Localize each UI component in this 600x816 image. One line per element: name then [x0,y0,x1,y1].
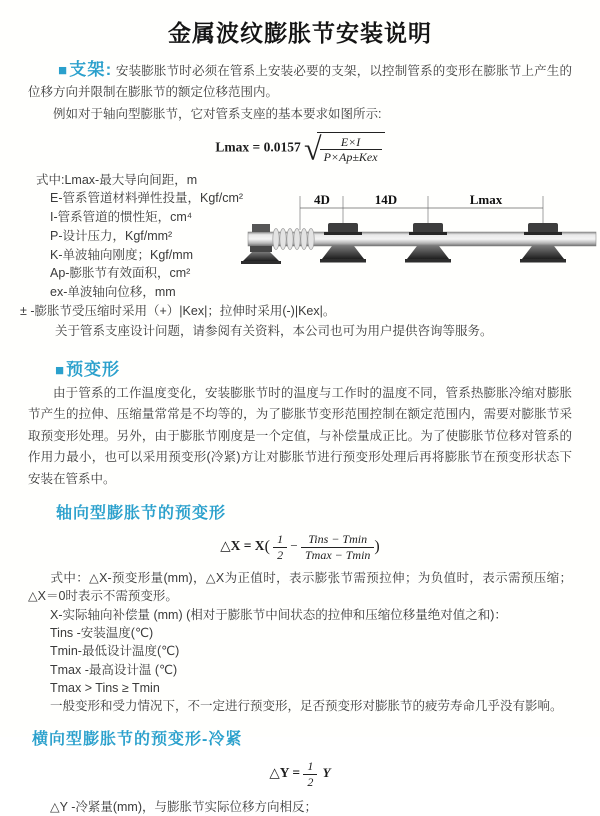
service-note: 关于管系支座设计问题，请参阅有关资料，本公司也可为用户提供咨询等服务。 [55,323,493,338]
temp-definition-line: Tmin-最低设计温度(℃) [50,644,180,659]
definition-line: K-单波轴向刚度；Kgf/mm [50,247,194,262]
formula-lmax-lhs: Lmax = 0.0157 [215,139,301,155]
one-half-fraction [303,759,317,789]
axial-explain-paragraph: 式中：△X-预变形量(mm)，△X为正值时，表示膨张节需预拉伸；为负值时，表示需预压缩；△X＝0时表示不需预变形。 [28,570,572,604]
temp-definition-line: Tins -安装温度(℃) [50,626,154,641]
axial-subheading: 轴向型膨胀节的预变形 [56,505,227,523]
formula-axial [0,532,600,562]
support-intro-text: 安装膨胀节时必须在管系上安装必要的支架，以控制管系的变形在膨胀节上产生的位移方向并限制在膨胀节的额定位移范围内。 [28,64,572,99]
temp-inequality-line: Tmax > Tins ≥ Tmin [50,680,160,695]
dimension-label-14d: 14D [374,192,398,207]
plus-minus-note: ± -膨胀节受压缩时采用（+）|Kex|；拉伸时采用(-)|Kex|。 [20,303,336,318]
predeform-section-heading [55,355,600,380]
definition-line: E-管系管道材料弹性投量，Kgf/cm² [50,191,244,206]
sqrt-sign: √ [304,130,322,167]
close-paren: ) [374,538,380,556]
blue-square-bullet-icon: ■ [58,62,69,79]
formula-lmax-numerator: E×I [320,135,382,150]
support-heading-label: 支架: [69,60,113,79]
lateral-subheading: 横向型膨胀节的预变形-冷紧 [32,731,243,749]
predeform-paragraph: 由于管系的工作温度变化，安装膨胀节时的温度与工作时的温度不同，管系热膨胀冷缩对膨胀节产生的拉伸、压缩量常常是不均等的，为了膨胀节变形范围控制在额定范围内，需要对膨胀节采取预变形处理。另外，由于膨胀节刚度是一个定值，与补偿量成正比。为了使膨胀节位移对管系的作用力最小，也可以采用预变形(冷紧)方让对膨胀节进行预变形处理后再将膨胀节在预变形状态下安装在管系中。 [28,385,572,486]
definition-line: P-设计压力，Kgf/mm² [50,228,173,243]
formula-lateral-rhs: Y [322,765,331,781]
definition-line: I-管系管道的惯性矩，cm⁴ [50,210,193,225]
temp-definition-line: Tmax -最高设计温 (℃) [50,662,178,677]
definition-line: ex-单波轴向位移，mm [50,285,176,299]
support-section-heading [58,60,112,79]
lateral-note-line: △Y -冷紧量(mm)，与膨胀节实际位移方向相反； [50,799,318,814]
formula-lmax-fraction [320,135,382,165]
open-paren: ( [264,538,270,556]
definition-line: 式中:Lmax-最大导向间距，m [36,172,198,187]
dimension-label-lmax: Lmax [469,192,503,207]
blue-square-bullet-icon: ■ [55,361,66,379]
formula-lateral [0,759,600,789]
support-example-line: 例如对于轴向型膨胀节，它对管系支座的基本要求如图所示: [53,107,382,121]
formula-lateral-lhs: △Y = [269,765,301,781]
fraction-numerator: Tins − Tmin [301,532,374,547]
predeform-heading-label: 预变形 [66,359,121,379]
support-intro-paragraph [28,59,572,103]
formula-lmax-denominator: P×Ap±Kex [323,150,378,165]
fraction-denominator: 2 [277,547,284,562]
formula-axial-lhs: △X = X [220,538,265,554]
axial-note-line: 一般变形和受力情况下，不一定进行预变形，足否预变形对膨胀节的疲劳寿命几乎没有影响。 [50,699,563,713]
temperature-fraction [301,532,374,562]
minus-sign: − [290,538,298,554]
fraction-denominator: Tmax − Tmin [304,547,371,562]
fraction-denominator: 2 [307,774,314,789]
dimension-label-4d: 4D [314,192,330,207]
x-definition-line: X-实际轴向补偿量 (mm) (相对于膨胀节中间状态的拉伸和压缩位移量绝对值之和)： [50,607,507,622]
fraction-numerator: 1 [273,532,287,547]
bellows-icon [273,229,314,250]
page-title: 金属波纹膨胀节安装说明 [168,20,432,46]
pipe-support-diagram [238,186,600,288]
fraction-numerator: 1 [303,759,317,774]
formula-lmax [0,132,600,165]
formula-lmax-radicand [317,132,385,165]
one-half-fraction [273,532,287,562]
definition-line: Ap-膨胀节有效面积，cm² [50,266,191,281]
